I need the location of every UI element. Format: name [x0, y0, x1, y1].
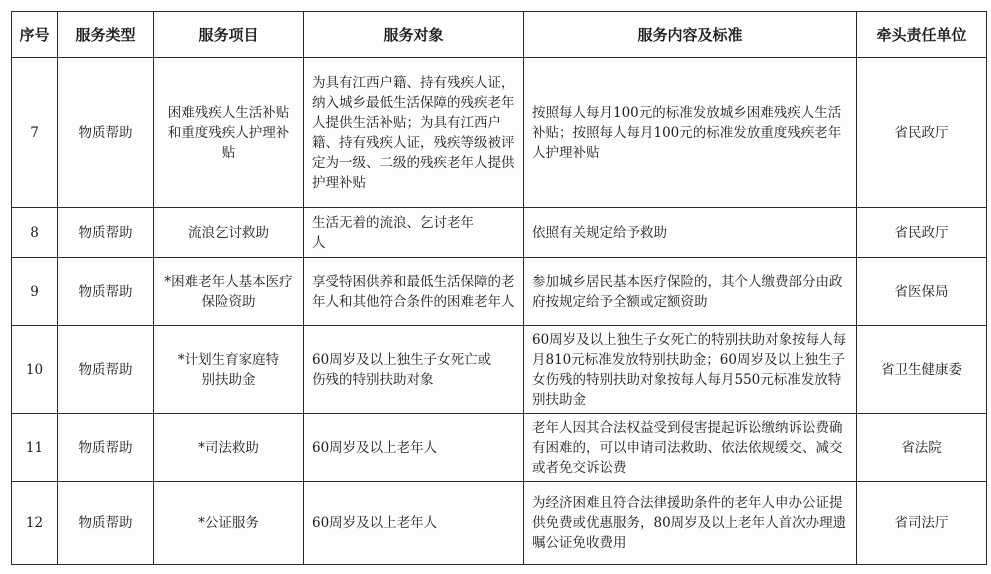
row-service-target: 生活无着的流浪、乞讨老年人	[304, 208, 524, 258]
elderly-service-table	[11, 11, 987, 565]
table-row	[12, 208, 987, 258]
row-service-target: 60周岁及以上独生子女死亡或伤残的特别扶助对象	[304, 326, 524, 414]
table-row	[12, 482, 987, 565]
row-responsible-unit: 省医保局	[857, 258, 987, 326]
table-row	[12, 326, 987, 414]
row-service-type: 物质帮助	[58, 414, 154, 482]
row-service-item: *司法救助	[154, 414, 304, 482]
row-service-content: 为经济困难且符合法律援助条件的老年人申办公证提供免费或优惠服务，80周岁及以上老年人首次办理遗嘱公证免收费用	[524, 482, 857, 565]
row-service-content: 依照有关规定给予救助	[524, 208, 857, 258]
row-service-item: 困难残疾人生活补贴和重度残疾人护理补贴	[154, 58, 304, 208]
row-number: 11	[12, 414, 58, 482]
header-service-item: 服务项目	[154, 12, 304, 58]
header-service-target: 服务对象	[304, 12, 524, 58]
row-service-content: 老年人因其合法权益受到侵害提起诉讼缴纳诉讼费确有困难的，可以申请司法救助、依法依规缓交、减交或者免交诉讼费	[524, 414, 857, 482]
row-service-item: *困难老年人基本医疗保险资助	[154, 258, 304, 326]
row-number: 7	[12, 58, 58, 208]
row-service-target: 为具有江西户籍、持有残疾人证，纳入城乡最低生活保障的残疾老年人提供生活补贴；为具有江西户籍、持有残疾人证，残疾等级被评定为一级、二级的残疾老年人提供护理补贴	[304, 58, 524, 208]
row-number: 12	[12, 482, 58, 565]
row-service-type: 物质帮助	[58, 208, 154, 258]
header-number: 序号	[12, 12, 58, 58]
header-service-type: 服务类型	[58, 12, 154, 58]
row-number: 10	[12, 326, 58, 414]
row-service-item: *计划生育家庭特别扶助金	[154, 326, 304, 414]
header-responsible-unit: 牵头责任单位	[857, 12, 987, 58]
row-responsible-unit: 省卫生健康委	[857, 326, 987, 414]
row-service-type: 物质帮助	[58, 326, 154, 414]
row-service-item: *公证服务	[154, 482, 304, 565]
row-responsible-unit: 省法院	[857, 414, 987, 482]
row-number: 8	[12, 208, 58, 258]
table-row	[12, 258, 987, 326]
row-service-content: 60周岁及以上独生子女死亡的特别扶助对象按每人每月810元标准发放特别扶助金；60周岁及以上独生子女伤残的特别扶助对象按每人每月550元标准发放特别扶助金	[524, 326, 857, 414]
row-service-target: 60周岁及以上老年人	[304, 482, 524, 565]
row-service-target: 享受特困供养和最低生活保障的老年人和其他符合条件的困难老年人	[304, 258, 524, 326]
table-row	[12, 414, 987, 482]
header-service-content: 服务内容及标准	[524, 12, 857, 58]
row-responsible-unit: 省民政厅	[857, 208, 987, 258]
table-row	[12, 58, 987, 208]
row-service-item: 流浪乞讨救助	[154, 208, 304, 258]
row-service-target: 60周岁及以上老年人	[304, 414, 524, 482]
table-header-row	[12, 12, 987, 58]
row-service-content: 按照每人每月100元的标准发放城乡困难残疾人生活补贴；按照每人每月100元的标准发放重度残疾老年人护理补贴	[524, 58, 857, 208]
row-number: 9	[12, 258, 58, 326]
row-responsible-unit: 省司法厅	[857, 482, 987, 565]
row-responsible-unit: 省民政厅	[857, 58, 987, 208]
row-service-type: 物质帮助	[58, 482, 154, 565]
row-service-type: 物质帮助	[58, 258, 154, 326]
row-service-content: 参加城乡居民基本医疗保险的，其个人缴费部分由政府按规定给予全额或定额资助	[524, 258, 857, 326]
row-service-type: 物质帮助	[58, 58, 154, 208]
